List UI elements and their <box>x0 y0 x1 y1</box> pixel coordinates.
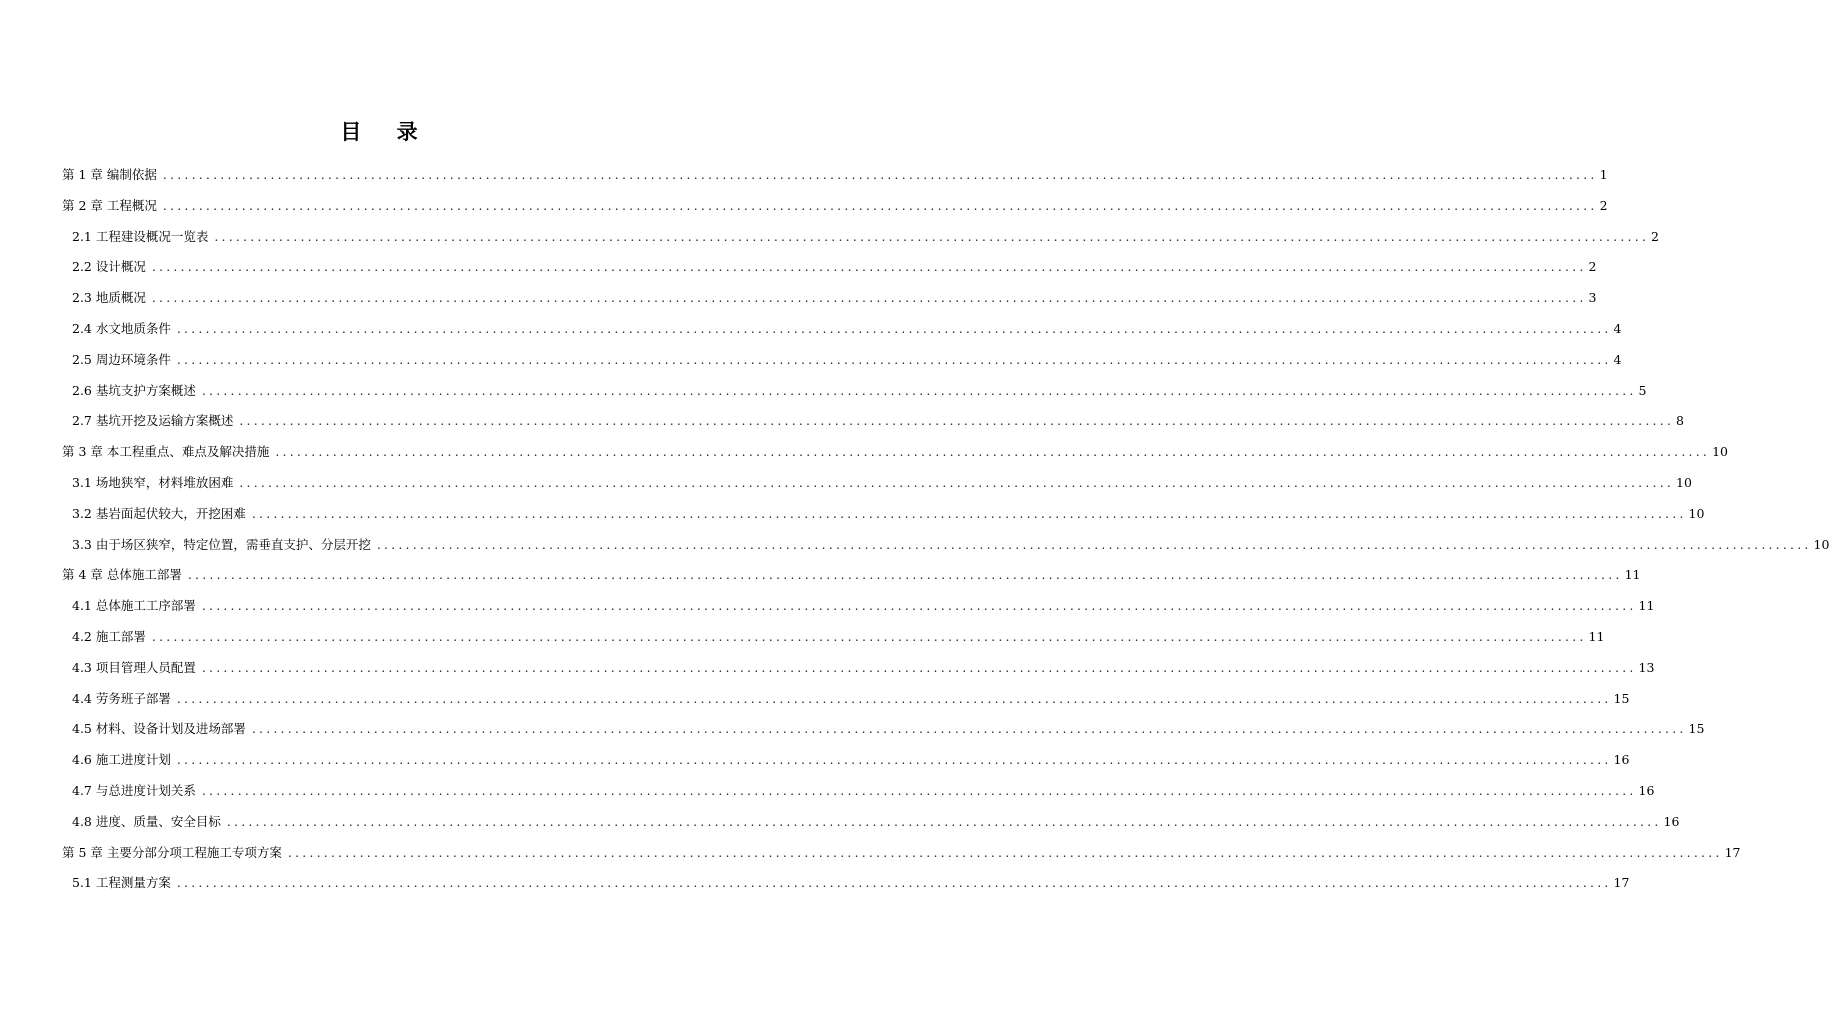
toc-page-number: 16 <box>1638 783 1655 798</box>
toc-dot-leader: ........................................................................................................................................................................................................ <box>239 475 1675 490</box>
toc-section-entry[interactable] <box>72 781 1655 801</box>
toc-entry-title: 4.3 项目管理人员配置 <box>72 660 196 675</box>
toc-section-entry[interactable] <box>72 504 1705 524</box>
toc-dot-leader: ........................................................................................................................................................................................................ <box>214 229 1650 244</box>
toc-section-entry[interactable] <box>72 596 1655 616</box>
toc-dot-leader: ........................................................................................................................................................................................................ <box>151 290 1587 305</box>
toc-page-number: 10 <box>1813 537 1829 552</box>
toc-entry-title: 4.4 劳务班子部署 <box>72 691 171 706</box>
toc-section-entry[interactable] <box>72 627 1605 647</box>
toc-dot-leader: ........................................................................................................................................................................................................ <box>162 198 1598 213</box>
toc-section-entry[interactable] <box>72 750 1630 770</box>
toc-page-number: 17 <box>1724 845 1741 860</box>
toc-chapter-entry[interactable] <box>62 196 1608 216</box>
toc-section-entry[interactable] <box>72 257 1597 277</box>
toc-entry-title: 3.3 由于场区狭窄，特定位置，需垂直支护、分层开挖 <box>72 537 371 552</box>
toc-entry-title: 第 4 章 总体施工部署 <box>62 567 182 582</box>
toc-dot-leader: ........................................................................................................................................................................................................ <box>201 383 1637 398</box>
toc-section-entry[interactable] <box>72 873 1630 893</box>
toc-dot-leader: ........................................................................................................................................................................................................ <box>287 845 1723 860</box>
toc-dot-leader: ........................................................................................................................................................................................................ <box>376 537 1812 552</box>
toc-entry-title: 5.1 工程测量方案 <box>72 875 171 890</box>
toc-dot-leader: ........................................................................................................................................................................................................ <box>151 259 1587 274</box>
toc-entry-title: 4.7 与总进度计划关系 <box>72 783 196 798</box>
toc-section-entry[interactable] <box>72 227 1659 247</box>
toc-page-number: 5 <box>1638 383 1647 398</box>
toc-entry-title: 第 2 章 工程概况 <box>62 198 157 213</box>
toc-page-number: 11 <box>1588 629 1605 644</box>
toc-entry-title: 3.1 场地狭窄，材料堆放困难 <box>72 475 234 490</box>
toc-section-entry[interactable] <box>72 473 1692 493</box>
toc-dot-leader: ........................................................................................................................................................................................................ <box>251 721 1687 736</box>
toc-entry-title: 第 3 章 本工程重点、难点及解决措施 <box>62 444 270 459</box>
toc-section-entry[interactable] <box>72 411 1684 431</box>
toc-page-number: 11 <box>1624 567 1641 582</box>
toc-dot-leader: ........................................................................................................................................................................................................ <box>226 814 1662 829</box>
toc-page-number: 17 <box>1613 875 1630 890</box>
toc-entry-title: 4.6 施工进度计划 <box>72 752 171 767</box>
toc-page-number: 13 <box>1638 660 1655 675</box>
toc-dot-leader: ........................................................................................................................................................................................................ <box>201 660 1637 675</box>
toc-entry-title: 2.1 工程建设概况一览表 <box>72 229 209 244</box>
toc-dot-leader: ........................................................................................................................................................................................................ <box>176 875 1612 890</box>
toc-entry-title: 2.4 水文地质条件 <box>72 321 171 336</box>
toc-dot-leader: ........................................................................................................................................................................................................ <box>151 629 1587 644</box>
toc-page-number: 4 <box>1613 321 1622 336</box>
toc-dot-leader: ........................................................................................................................................................................................................ <box>176 691 1612 706</box>
toc-section-entry[interactable] <box>72 812 1680 832</box>
toc-entry-title: 4.2 施工部署 <box>72 629 146 644</box>
toc-page-number: 15 <box>1688 721 1705 736</box>
toc-entry-title: 4.5 材料、设备计划及进场部署 <box>72 721 246 736</box>
toc-section-entry[interactable] <box>72 719 1705 739</box>
toc-page-number: 10 <box>1712 444 1728 459</box>
toc-dot-leader: ........................................................................................................................................................................................................ <box>176 321 1612 336</box>
toc-entry-title: 2.3 地质概况 <box>72 290 146 305</box>
toc-chapter-entry[interactable] <box>62 843 1741 863</box>
toc-dot-leader: ........................................................................................................................................................................................................ <box>201 783 1637 798</box>
toc-section-entry[interactable] <box>72 319 1622 339</box>
toc-page-number: 4 <box>1613 352 1622 367</box>
toc-section-entry[interactable] <box>72 689 1630 709</box>
toc-entry-title: 第 5 章 主要分部分项工程施工专项方案 <box>62 845 282 860</box>
toc-page-number: 2 <box>1651 229 1659 244</box>
toc-section-entry[interactable] <box>72 350 1622 370</box>
toc-entry-title: 2.2 设计概况 <box>72 259 146 274</box>
toc-dot-leader: ........................................................................................................................................................................................................ <box>162 167 1598 182</box>
toc-dot-leader: ........................................................................................................................................................................................................ <box>251 506 1687 521</box>
toc-dot-leader: ........................................................................................................................................................................................................ <box>176 352 1612 367</box>
toc-section-entry[interactable] <box>72 288 1597 308</box>
toc-entry-title: 4.1 总体施工工序部署 <box>72 598 196 613</box>
toc-entry-title: 2.7 基坑开挖及运输方案概述 <box>72 413 234 428</box>
toc-section-entry[interactable] <box>72 381 1647 401</box>
toc-entry-title: 2.5 周边环境条件 <box>72 352 171 367</box>
toc-entry-title: 2.6 基坑支护方案概述 <box>72 383 196 398</box>
toc-page-number: 15 <box>1613 691 1630 706</box>
toc-page-number: 10 <box>1688 506 1705 521</box>
toc-dot-leader: ........................................................................................................................................................................................................ <box>275 444 1711 459</box>
toc-entry-title: 第 1 章 编制依据 <box>62 167 157 182</box>
toc-dot-leader: ........................................................................................................................................................................................................ <box>187 567 1623 582</box>
toc-entry-title: 3.2 基岩面起伏较大，开挖困难 <box>72 506 246 521</box>
toc-chapter-entry[interactable] <box>62 442 1728 462</box>
toc-page-number: 1 <box>1599 167 1608 182</box>
toc-section-entry[interactable] <box>72 535 1829 555</box>
toc-page-number: 2 <box>1588 259 1597 274</box>
toc-page-number: 2 <box>1599 198 1608 213</box>
toc-page-number: 3 <box>1588 290 1597 305</box>
toc-chapter-entry[interactable] <box>62 565 1641 585</box>
toc-page-number: 8 <box>1676 413 1684 428</box>
toc-entry-title: 4.8 进度、质量、安全目标 <box>72 814 221 829</box>
toc-page-number: 16 <box>1663 814 1680 829</box>
toc-section-entry[interactable] <box>72 658 1655 678</box>
page-title: 目 录 <box>340 120 432 144</box>
toc-dot-leader: ........................................................................................................................................................................................................ <box>201 598 1637 613</box>
toc-page-number: 16 <box>1613 752 1630 767</box>
toc-page-number: 10 <box>1676 475 1692 490</box>
toc-chapter-entry[interactable] <box>62 165 1608 185</box>
toc-dot-leader: ........................................................................................................................................................................................................ <box>239 413 1675 428</box>
toc-page-number: 11 <box>1638 598 1655 613</box>
toc-dot-leader: ........................................................................................................................................................................................................ <box>176 752 1612 767</box>
